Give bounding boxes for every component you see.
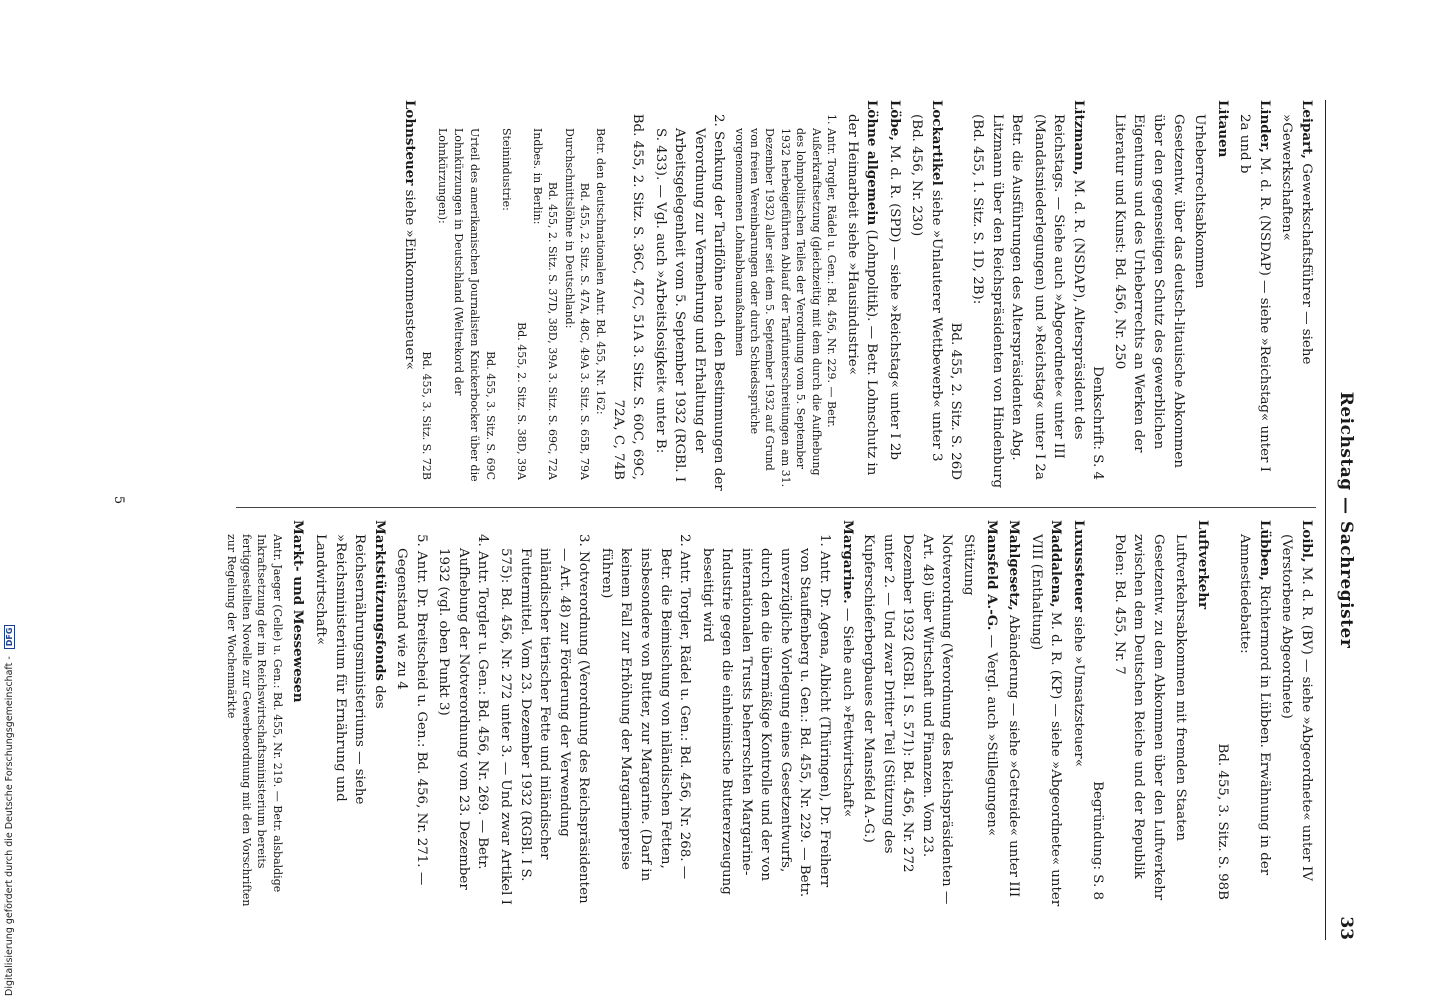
- index-entry: [837, 520, 857, 912]
- entry-text: Notverordnung (Verordnung des Reichspräsidenten — Art. 48) über Wirtschaft und Finanzen. Vom 23. Dezember 1932 (RGBl. I S. 571): Bd. 456, Nr. 272 unter 2. — Und zwar Dritter Teil (Stützung des Kupferschieferbergbaues der Mansfeld A.-G.): [861, 534, 955, 905]
- headword: Lockartikel: [928, 100, 945, 186]
- reference: Bd. 455, 3. Sitz. S. 98B: [1214, 743, 1230, 900]
- header-rule: [1325, 100, 1326, 940]
- entry-text: M. d. R. (NSDAP), Alterspräsident des Reichstags. — Siehe auch »Abgeordnete« unter III (Mandatsniederlegungen) und »Reichstag« unter I 2a: [1031, 114, 1086, 480]
- entry-text: (Lohnpolitik). — Betr. Lohnschutz in der Heimarbeit siehe »Hausindustrie«: [844, 114, 880, 476]
- sub-item: Durchschnittslöhne in Deutschland:: [562, 128, 576, 329]
- headword: Luftverkehr: [1195, 520, 1212, 610]
- numbered-item: 5. Antr. Dr. Breitscheid u. Gen.: Bd. 456, Nr. 271. — Gegenstand wie zu 4: [394, 534, 429, 886]
- column-divider: [236, 507, 1316, 508]
- reference: Bd. 455, 2. Sitz. S. 37D, 38D, 39A 3. Sitz. S. 69C, 72A: [546, 181, 560, 480]
- entry-text: Gewerkschaftsführer — siehe »Gewerkschaften«: [1279, 114, 1314, 365]
- reference: Begründung: S. 8: [1090, 781, 1106, 900]
- entry-text: Richtermord in Lübben. Erwähnung in der Amnestiedebatte:: [1237, 534, 1272, 876]
- entry-text: — Siehe auch »Fettwirtschaft«: [839, 607, 855, 818]
- index-entry: [1277, 100, 1316, 492]
- numbered-item: 3. Notverordnung (Verordnung des Reichspräsidenten — Art. 48) zur Förderung der Verwendung inländischer tierischer Fette und inländischer Futtermittel. Vom 23. Dezember 1932 (RGBl. I S. 575): Bd. 456, Nr. 272 unter 3. — Und zwar Artikel I: [498, 534, 592, 905]
- header-page-number: 33: [1336, 916, 1356, 940]
- entry-text: Antr. Jaeger (Celle) u. Gen.: Bd. 455, Nr. 219. — Betr. alsbaldige Inkraftsetzung der im Reichswirtschaftsministerium bereits fertiggestellten Novelle zur Gewerbeordnung mit den Vorschriften zur Regelung der Wochenmärkte: [224, 534, 284, 907]
- index-entry: [1235, 520, 1274, 912]
- index-entry: [1004, 520, 1024, 912]
- headword: Litauen: [1214, 100, 1231, 158]
- headword: Marktstützungsfonds: [371, 520, 388, 681]
- index-entry: [288, 520, 308, 912]
- sub-item: Steinindustrie:: [499, 128, 513, 211]
- headword: Margarine.: [839, 520, 856, 604]
- headword: Leipart,: [1299, 100, 1315, 159]
- subheading: Luftverkehrsabkommen mit fremden Staaten: [1172, 534, 1188, 842]
- numbered-item: 1. Antr. Dr. Agena, Albicht (Thüringen), Dr. Freiherr von Stauffenberg u. Gen.: Bd. 455, Nr. 229. — Betr. unverzügliche Vorlegung eines Gesetzentwurfs, durch den die übermäßige Kontrolle und der von internationalen Trusts beherrschten Margarine-Industrie gegen die einheimische Buttererzeugung beseitigt wird: [699, 534, 833, 898]
- headword: Loibl,: [1299, 520, 1315, 563]
- reference: Bd. 455, 2. Sitz. S. 47A, 48C, 49A 3. Sitz. S. 65B, 79A: [577, 182, 591, 480]
- headword: Litzmann,: [1070, 100, 1087, 176]
- dfg-logo: DFG: [4, 625, 15, 650]
- entry-text: siehe »Umsatzsteuer«: [1070, 616, 1086, 767]
- reference: Bd. 455, 2. Sitz. S. 38D, 39A: [515, 322, 529, 480]
- index-entry: [1235, 100, 1274, 492]
- entry-text: M. d. R. (NSDAP) — siehe »Reichstag« unter I 2a und b: [1237, 114, 1272, 472]
- index-entry: [1193, 520, 1213, 912]
- index-entry: [884, 100, 904, 492]
- subheading: Urheberrechtsabkommen: [1192, 114, 1208, 289]
- entry-text: Abänderung — siehe »Getreide« unter III: [1006, 614, 1022, 898]
- right-column: [221, 520, 1316, 912]
- subheading: Stützung: [961, 534, 976, 596]
- headword: Luxussteuer: [1070, 520, 1087, 612]
- sub-item: Urteil des amerikanischen Journalisten Knickerbocker über die Lohnkürzungen in Deutschland (Weltrekord der Lohnkürzungen):: [436, 128, 482, 482]
- entry-text: M. d. R. (KP) — siehe »Abgeordnete« unter VIII (Enthaltung): [1028, 534, 1064, 907]
- headword: Löbe,: [886, 100, 903, 141]
- entry-text: siehe »Unlauterer Wettbewerb« unter 3 (Bd. 456, Nr. 230): [909, 114, 944, 462]
- index-entry: [1277, 520, 1316, 912]
- index-entry: [310, 520, 388, 912]
- numbered-item: 1. Antr. Torgler, Rädel u. Gen.: Bd. 456, Nr. 229. — Betr. Außerkraftsetzung (gleichzeitig mit dem durch die Aufhebung des lohnpolitischen Teiles der Verordnung vom 5. September 1932 herbeigeführten Ablauf der Tarifunterschreitungen am 31. Dezember 1932) aller seit dem 5. September 1932 auf Grund von freien Vereinbarungen oder durch Schiedssprüche vorgenommenen Lohnabbaumaßnahmen: [732, 114, 839, 488]
- credit-text: Digitalisierung gefördert durch die Deutsche Forschungsgemeinschaft -: [4, 656, 15, 996]
- headword: Lübben,: [1256, 520, 1273, 581]
- index-entry: [1026, 520, 1065, 912]
- reference: Bd. 455, 2. Sitz. S. 36C, 47C, 51A 3. Sitz. S. 60C, 69C, 72A, C, 74B: [610, 113, 646, 480]
- index-entry: [981, 520, 1001, 912]
- numbered-item: 4. Antr. Torgler u. Gen.: Bd. 456, Nr. 269. — Betr. Aufhebung der Notverordnung vom 23. Dezember 1932 (vgl. oben Punkt 3): [436, 534, 491, 890]
- index-entry: [907, 100, 946, 492]
- index-entry: [842, 100, 881, 492]
- headword: Löhne allgemein: [864, 100, 881, 226]
- index-entry: [1029, 100, 1088, 492]
- sub-item: Betr. den deutschnationalen Antr. Bd. 455, Nr. 162:: [593, 128, 607, 415]
- index-entry: [1212, 100, 1232, 492]
- entry-text: Betr. die Ausführungen des Alterspräsidenten Abg. Litzmann über den Reichspräsidenten von Hindenburg (Bd. 455, 1. Sitz. S. 1D, 2B):: [970, 114, 1025, 489]
- headword: Markt- und Messewesen: [290, 520, 307, 703]
- headword: Mansfeld A.-G.: [983, 520, 1000, 631]
- entry-text: Gesetzentw. über das deutsch-litauische Abkommen über den gegenseitigen Schutz des gewerblichen Eigentums und des Urheberrechts an Werken der Literatur und Kunst: Bd. 456, Nr. 250: [1111, 114, 1186, 469]
- sub-item: Indbes. in Berlin:: [531, 128, 545, 225]
- reference: Bd. 455, 2. Sitz. S. 26D: [948, 322, 964, 480]
- headword: Linder,: [1256, 100, 1273, 153]
- digitization-credit: [4, 625, 15, 996]
- numbered-item: 2. Antr. Torgler, Rädel u. Gen.: Bd. 456, Nr. 268. — Betr. die Beimischung von inländischen Fetten, insbesondere von Butter, zur Margarine. (Darf in keinem Fall zur Erhöhung der Margarinepreise führen): [598, 534, 693, 882]
- numbered-item: 2. Senkung der Tariflöhne nach den Bestimmungen der Verordnung zur Vermehrung und Erhaltung der Arbeitsgelegenheit vom 5. September 1932 (RGBl. I S. 433). — Vgl. auch »Arbeitslosigkeit« unter B:: [652, 114, 727, 491]
- index-entry: [399, 100, 419, 492]
- reference: Denkschrift: S. 4: [1090, 366, 1106, 480]
- index-entry: [1068, 520, 1088, 912]
- reference: Bd. 455, 3. Sitz. S. 69C: [483, 351, 497, 480]
- entry-text: des Reichsernährungsministeriums — siehe »Reichsministerium für Ernährung und Landwirtschaft«: [313, 534, 387, 805]
- headword: Lohnsteuer: [401, 100, 418, 186]
- entry-text: M. d. R. (BV) — siehe »Abgeordnete« unter IV (Verstorbene Abgeordnete): [1279, 534, 1314, 881]
- entry-text: siehe »Einkommensteuer«: [401, 189, 417, 370]
- entry-text: Gesetzentw. zu dem Abkommen über den Luftverkehr zwischen dem Deutschen Reiche und der Republik Polen: Bd. 455, Nr. 7: [1111, 534, 1167, 901]
- footer-page-number: 5: [111, 495, 126, 505]
- page-title: Reichstag — Sachregister: [1336, 391, 1356, 649]
- headword: Maddalena,: [1048, 520, 1065, 608]
- page-header: [1326, 100, 1356, 940]
- headword: Mahlgesetz,: [1006, 520, 1023, 611]
- left-column: [396, 100, 1316, 492]
- reference: Bd. 455, 3. Sitz. S. 72B: [420, 351, 434, 480]
- entry-text: — Vergl. auch »Stillegungen«: [983, 634, 999, 837]
- entry-text: M. d. R. (SPD) — siehe »Reichstag« unter I 2b: [886, 145, 902, 460]
